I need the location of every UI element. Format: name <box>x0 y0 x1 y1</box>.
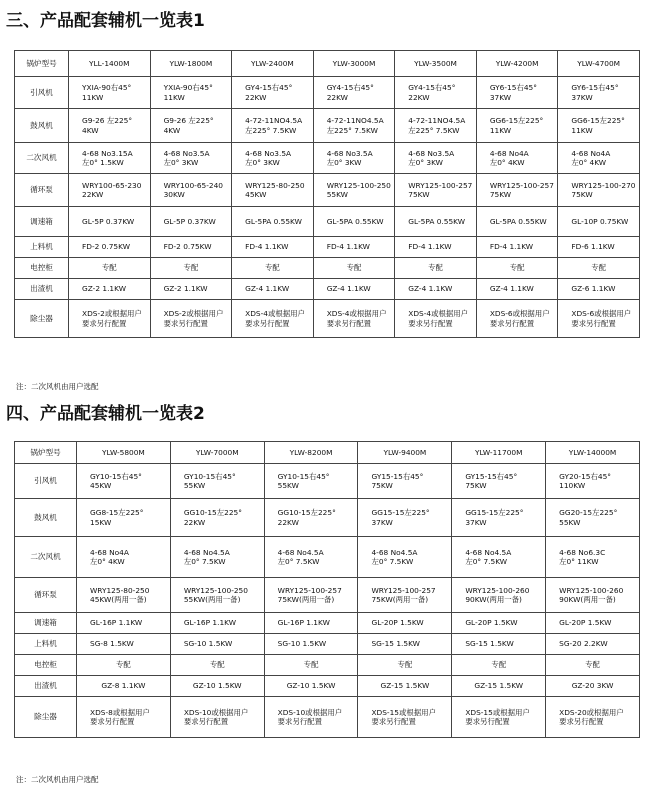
table-cell: 4-68 No3.15A 左0° 1.5KW <box>69 143 151 174</box>
table-cell: FD-4 1.1KW <box>313 237 395 258</box>
row-label: 上料机 <box>15 237 69 258</box>
table-cell: GL-5PA 0.55KW <box>313 207 395 237</box>
table-cell: GL-20P 1.5KW <box>546 613 640 634</box>
table-row <box>15 697 640 738</box>
table-cell: 4-68 No4.5A 左0° 7.5KW <box>264 537 358 578</box>
model-header-label: 锅炉型号 <box>15 51 69 77</box>
table-cell: GG15-15左225° 37KW <box>358 499 452 537</box>
auxiliary-table-2 <box>14 441 640 738</box>
model-header-cell: YLW-3500M <box>395 51 477 77</box>
table-cell: XDS-6或根据用户 要求另行配置 <box>558 300 640 338</box>
row-label: 出渣机 <box>15 279 69 300</box>
table-cell: GG10-15左225° 22KW <box>170 499 264 537</box>
table-cell: XDS-10或根据用户 要求另行配置 <box>264 697 358 738</box>
table-cell: XDS-6或根据用户 要求另行配置 <box>476 300 558 338</box>
table-row <box>15 174 640 207</box>
table-cell: WRY125-80-250 45KW <box>232 174 314 207</box>
model-header-cell: YLW-9400M <box>358 442 452 464</box>
table-cell: XDS-20或根据用户 要求另行配置 <box>546 697 640 738</box>
table-row <box>15 207 640 237</box>
header-row <box>15 51 640 77</box>
table-cell: GZ-6 1.1KW <box>558 279 640 300</box>
row-label: 鼓风机 <box>15 109 69 143</box>
table-cell: 4-72-11NO4.5A 左225° 7.5KW <box>313 109 395 143</box>
table-cell: FD-4 1.1KW <box>232 237 314 258</box>
model-header-cell: YLW-14000M <box>546 442 640 464</box>
table-cell: SG-15 1.5KW <box>452 634 546 655</box>
row-label: 二次风机 <box>15 143 69 174</box>
section1-note: 注：二次风机由用户选配 <box>16 382 99 391</box>
model-header-cell: YLW-5800M <box>77 442 171 464</box>
table-cell: GL-5P 0.37KW <box>69 207 151 237</box>
table-cell: 专配 <box>546 655 640 676</box>
section2-note: 注：二次风机由用户选配 <box>16 775 99 784</box>
table-cell: FD-2 0.75KW <box>69 237 151 258</box>
table-cell: GL-16P 1.1KW <box>170 613 264 634</box>
table-cell: SG-8 1.5KW <box>77 634 171 655</box>
table-cell: 专配 <box>170 655 264 676</box>
table-cell: GZ-15 1.5KW <box>452 676 546 697</box>
table-cell: 4-68 No6.3C 左0° 11KW <box>546 537 640 578</box>
table-cell: GY10-15右45° 45KW <box>77 464 171 499</box>
table-cell: GL-20P 1.5KW <box>358 613 452 634</box>
table-row <box>15 634 640 655</box>
table-cell: 4-68 No3.5A 左0° 3KW <box>395 143 477 174</box>
table-cell: GZ-4 1.1KW <box>395 279 477 300</box>
table-cell: WRY125-100-260 90KW(两用一备) <box>546 578 640 613</box>
table-cell: 专配 <box>452 655 546 676</box>
table-row <box>15 300 640 338</box>
table-cell: 专配 <box>313 258 395 279</box>
table-cell: XDS-15或根据用户 要求另行配置 <box>452 697 546 738</box>
table-cell: WRY125-100-260 90KW(两用一备) <box>452 578 546 613</box>
table-cell: GZ-10 1.5KW <box>264 676 358 697</box>
table-cell: GZ-8 1.1KW <box>77 676 171 697</box>
row-label: 除尘器 <box>15 697 77 738</box>
table-cell: GY6-15右45° 37KW <box>476 77 558 109</box>
table-cell: GL-16P 1.1KW <box>264 613 358 634</box>
table-cell: WRY125-100-257 75KW <box>476 174 558 207</box>
auxiliary-table-1 <box>14 50 640 338</box>
table-cell: GG6-15左225° 11KW <box>558 109 640 143</box>
table-cell: GL-5PA 0.55KW <box>232 207 314 237</box>
table-cell: YXIA-90右45° 11KW <box>69 77 151 109</box>
table-cell: GG15-15左225° 37KW <box>452 499 546 537</box>
header-row <box>15 442 640 464</box>
table-cell: 4-68 No4.5A 左0° 7.5KW <box>170 537 264 578</box>
table-row <box>15 537 640 578</box>
model-header-cell: YLW-8200M <box>264 442 358 464</box>
row-label: 上料机 <box>15 634 77 655</box>
table-row <box>15 143 640 174</box>
table-cell: SG-20 2.2KW <box>546 634 640 655</box>
table-cell: FD-4 1.1KW <box>476 237 558 258</box>
model-header-cell: YLW-2400M <box>232 51 314 77</box>
table-cell: WRY125-100-257 75KW <box>395 174 477 207</box>
table-cell: GL-5PA 0.55KW <box>395 207 477 237</box>
table-cell: GY4-15右45° 22KW <box>313 77 395 109</box>
model-header-cell: YLW-3000M <box>313 51 395 77</box>
table-cell: 4-68 No4.5A 左0° 7.5KW <box>452 537 546 578</box>
table-cell: GL-20P 1.5KW <box>452 613 546 634</box>
table-cell: GG20-15左225° 55KW <box>546 499 640 537</box>
table-cell: XDS-4或根据用户 要求另行配置 <box>232 300 314 338</box>
table-cell: GY4-15右45° 22KW <box>395 77 477 109</box>
table-cell: GY6-15右45° 37KW <box>558 77 640 109</box>
table-cell: XDS-10或根据用户 要求另行配置 <box>170 697 264 738</box>
table-cell: WRY100-65-240 30KW <box>150 174 232 207</box>
model-header-cell: YLW-1800M <box>150 51 232 77</box>
table-cell: GG10-15左225° 22KW <box>264 499 358 537</box>
table-cell: GG6-15左225° 11KW <box>476 109 558 143</box>
model-header-cell: YLW-4200M <box>476 51 558 77</box>
table-cell: G9-26 左225° 4KW <box>150 109 232 143</box>
table-cell: 4-68 No4A 左0° 4KW <box>558 143 640 174</box>
row-label: 引风机 <box>15 77 69 109</box>
model-header-cell: YLW-7000M <box>170 442 264 464</box>
table-cell: GZ-4 1.1KW <box>232 279 314 300</box>
table-cell: SG-10 1.5KW <box>170 634 264 655</box>
table-row <box>15 499 640 537</box>
table-cell: GZ-20 3KW <box>546 676 640 697</box>
table-cell: XDS-2或根据用户 要求另行配置 <box>69 300 151 338</box>
table-cell: 4-68 No4.5A 左0° 7.5KW <box>358 537 452 578</box>
model-header-cell: YLW-4700M <box>558 51 640 77</box>
row-label: 二次风机 <box>15 537 77 578</box>
table-cell: WRY125-100-270 75KW <box>558 174 640 207</box>
table-cell: GL-5PA 0.55KW <box>476 207 558 237</box>
table-row <box>15 464 640 499</box>
model-header-label: 锅炉型号 <box>15 442 77 464</box>
row-label: 调速箱 <box>15 207 69 237</box>
table-row <box>15 676 640 697</box>
table-cell: GY4-15右45° 22KW <box>232 77 314 109</box>
table-cell: GY20-15右45° 110KW <box>546 464 640 499</box>
table-cell: FD-4 1.1KW <box>395 237 477 258</box>
table-row <box>15 655 640 676</box>
table-cell: WRY125-100-250 55KW(两用一备) <box>170 578 264 613</box>
table-cell: XDS-4或根据用户 要求另行配置 <box>395 300 477 338</box>
table-cell: GZ-2 1.1KW <box>150 279 232 300</box>
table-cell: GY15-15右45° 75KW <box>452 464 546 499</box>
table-cell: GZ-4 1.1KW <box>476 279 558 300</box>
table-cell: 4-72-11NO4.5A 左225° 7.5KW <box>395 109 477 143</box>
row-label: 出渣机 <box>15 676 77 697</box>
model-header-cell: YLL-1400M <box>69 51 151 77</box>
table-cell: GY10-15右45° 55KW <box>170 464 264 499</box>
table-cell: XDS-4或根据用户 要求另行配置 <box>313 300 395 338</box>
table-cell: 4-68 No3.5A 左0° 3KW <box>150 143 232 174</box>
table-cell: 专配 <box>150 258 232 279</box>
row-label: 电控柜 <box>15 655 77 676</box>
table-cell: 专配 <box>69 258 151 279</box>
row-label: 调速箱 <box>15 613 77 634</box>
table-cell: GG8-15左225° 15KW <box>77 499 171 537</box>
table-cell: 专配 <box>476 258 558 279</box>
table-row <box>15 258 640 279</box>
table-cell: GY15-15右45° 75KW <box>358 464 452 499</box>
table-cell: 专配 <box>232 258 314 279</box>
table-cell: GL-5P 0.37KW <box>150 207 232 237</box>
table-cell: GZ-15 1.5KW <box>358 676 452 697</box>
table-cell: GY10-15右45° 55KW <box>264 464 358 499</box>
table-cell: YXIA-90右45° 11KW <box>150 77 232 109</box>
table-cell: XDS-2或根据用户 要求另行配置 <box>150 300 232 338</box>
model-header-cell: YLW-11700M <box>452 442 546 464</box>
table-cell: WRY125-80-250 45KW(两用一备) <box>77 578 171 613</box>
table-cell: 4-68 No3.5A 左0° 3KW <box>313 143 395 174</box>
row-label: 循环泵 <box>15 174 69 207</box>
row-label: 除尘器 <box>15 300 69 338</box>
table-cell: FD-6 1.1KW <box>558 237 640 258</box>
table-cell: 专配 <box>264 655 358 676</box>
table-cell: GZ-2 1.1KW <box>69 279 151 300</box>
table-cell: XDS-15或根据用户 要求另行配置 <box>358 697 452 738</box>
table-cell: 4-68 No4A 左0° 4KW <box>77 537 171 578</box>
table-cell: WRY100-65-230 22KW <box>69 174 151 207</box>
table-cell: 4-68 No4A 左0° 4KW <box>476 143 558 174</box>
table-row <box>15 109 640 143</box>
table-cell: XDS-8或根据用户 要求另行配置 <box>77 697 171 738</box>
section2-heading: 四、产品配套辅机一览表2 <box>6 404 205 424</box>
table-cell: WRY125-100-250 55KW <box>313 174 395 207</box>
table-cell: G9-26 左225° 4KW <box>69 109 151 143</box>
table-row <box>15 613 640 634</box>
row-label: 循环泵 <box>15 578 77 613</box>
table-cell: 专配 <box>558 258 640 279</box>
table-cell: GL-16P 1.1KW <box>77 613 171 634</box>
table-cell: GZ-4 1.1KW <box>313 279 395 300</box>
table-cell: SG-15 1.5KW <box>358 634 452 655</box>
table-cell: GL-10P 0.75KW <box>558 207 640 237</box>
table-cell: 专配 <box>77 655 171 676</box>
section1-heading: 三、产品配套辅机一览表1 <box>6 11 205 31</box>
table-cell: FD-2 0.75KW <box>150 237 232 258</box>
row-label: 引风机 <box>15 464 77 499</box>
table-cell: 4-72-11NO4.5A 左225° 7.5KW <box>232 109 314 143</box>
table-cell: WRY125-100-257 75KW(两用一备) <box>358 578 452 613</box>
table-cell: 专配 <box>395 258 477 279</box>
table-row <box>15 77 640 109</box>
table-cell: GZ-10 1.5KW <box>170 676 264 697</box>
row-label: 鼓风机 <box>15 499 77 537</box>
table-cell: 4-68 No3.5A 左0° 3KW <box>232 143 314 174</box>
table-row <box>15 237 640 258</box>
table-row <box>15 578 640 613</box>
table-cell: 专配 <box>358 655 452 676</box>
table-cell: SG-10 1.5KW <box>264 634 358 655</box>
table-cell: WRY125-100-257 75KW(两用一备) <box>264 578 358 613</box>
table-row <box>15 279 640 300</box>
row-label: 电控柜 <box>15 258 69 279</box>
